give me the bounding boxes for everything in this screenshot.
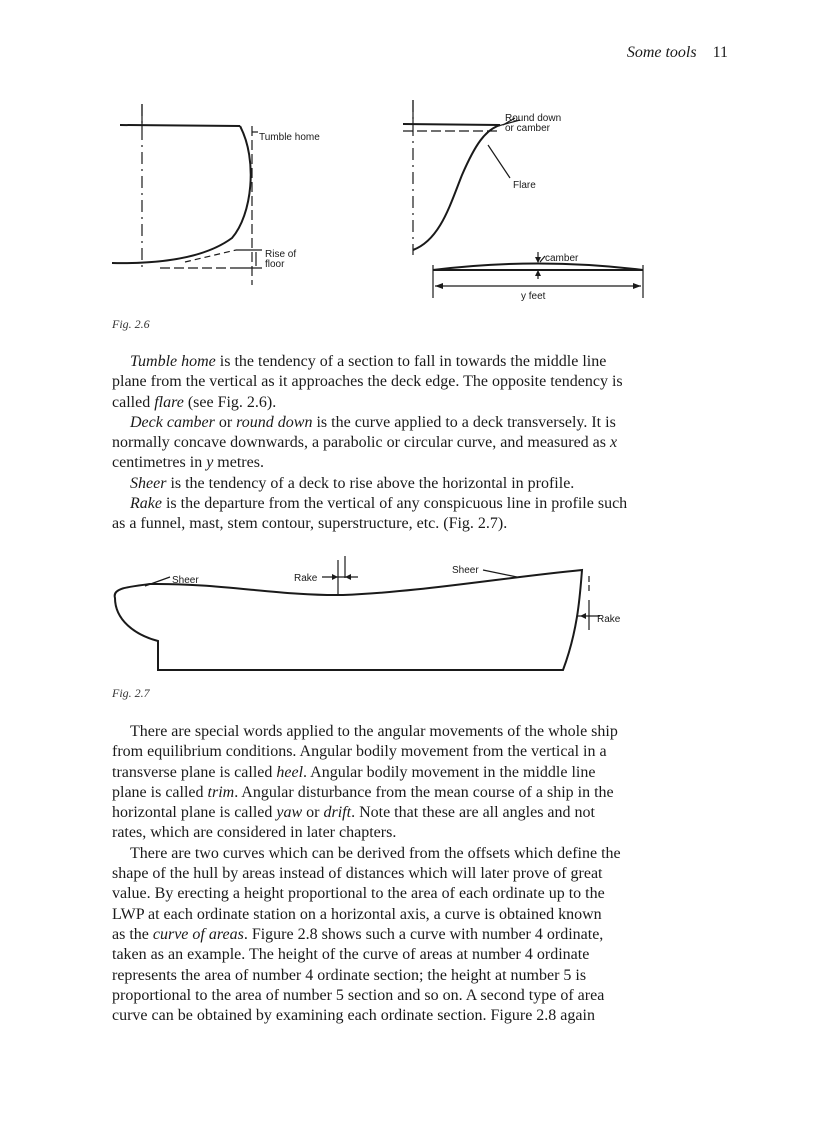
running-title: Some tools [626, 44, 697, 61]
paragraph-angular-movements: There are special words applied to the angular movements of the whole ship from equilibrium conditions. Angular bodily movement from the vertical in a transverse plane is called heel. Angular bodily movement in the middle line plane is called trim. Angular disturbance from the mean course of a ship in the horizontal plane is called yaw or drift. Note that these are all angles and not rates, which are considered in later chapters. There are two curves which can be derived from the offsets which define the shape of the hull by areas instead of distances which will later prove of great value. By erecting a height proportional to the area of each ordinate up to the LWP at each ordinate station on a horizontal axis, a curve is obtained known as the curve of areas. Figure 2.8 shows such a curve with number 4 ordinate, taken as an example. The height of the curve of areas at number 4 ordinate represents the area of number 4 ordinate section; the height at number 5 is proportional to the area of number 5 section and so on. A second type of area curve can be obtained by examining each ordinate section. Figure 2.8 again [112, 723, 621, 1025]
label-flare: Flare [513, 180, 536, 191]
label-rake-right: Rake [597, 614, 621, 625]
label-sheer-right: Sheer [452, 565, 479, 576]
label-or-camber: or camber [505, 123, 551, 134]
figure-2-7-caption: Fig. 2.7 [112, 686, 150, 700]
label-round-down: Round down [505, 113, 562, 124]
label-y-feet: y feet [521, 291, 546, 302]
label-tumble-home: Tumble home [259, 132, 320, 143]
label-sheer-left: Sheer [172, 575, 199, 586]
label-rake-top: Rake [294, 573, 318, 584]
label-rise-of: Rise of [265, 249, 297, 260]
page-number: 11 [712, 44, 728, 61]
label-camber: camber [545, 253, 579, 264]
paragraph-definitions: Tumble home is the tendency of a section to fall in towards the middle line plane from the vertical as it approaches the deck edge. The opposite tendency is called flare (see Fig. 2.6). Deck camber or round down is the curve applied to a deck transversely. It is normally concave downwards, a parabolic or circular curve, and measured as x centimetres in y metres. Sheer is the tendency of a deck to rise above the horizontal in profile. Rake is the departure from the vertical of any conspicuous line in profile such as a funnel, mast, stem contour, superstructure, etc. (Fig. 2.7). [112, 353, 628, 533]
label-floor: floor [265, 259, 285, 270]
figure-2-6-caption: Fig. 2.6 [112, 317, 150, 331]
